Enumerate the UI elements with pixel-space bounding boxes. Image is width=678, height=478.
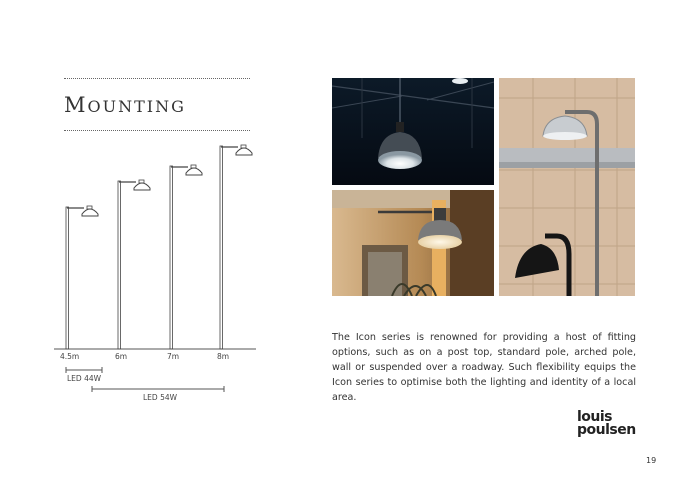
photo-suspended-lamp	[332, 78, 494, 185]
section-title	[64, 93, 186, 117]
pole-4-5m	[66, 206, 98, 349]
wall-lamp-illustration	[332, 190, 494, 296]
height-label-6m: 6m	[115, 352, 128, 361]
range-bar-54w	[92, 386, 224, 392]
pole-8m	[220, 145, 252, 349]
divider-bottom	[64, 130, 250, 131]
title-initial: M	[64, 93, 88, 117]
brand-line-1: louis	[577, 409, 613, 425]
mounting-height-diagram	[50, 140, 260, 410]
title-rest: OUNTING	[87, 97, 186, 116]
post-lamp-illustration	[499, 78, 635, 296]
brand-line-2: poulsen	[577, 422, 636, 438]
range-bar-44w	[66, 367, 102, 373]
range-label-54w: LED 54W	[143, 393, 178, 402]
page-number: 19	[646, 456, 657, 465]
description-text: The Icon series is renowned for providing a host of fitting options, such as on a post top, standard pole, arched pole, wall or suspended over a roadway. Such flexibility equips the Icon series to optimise both the lighting and identity of a local area.	[332, 331, 636, 403]
divider-top	[64, 78, 250, 79]
height-label-8m: 8m	[217, 352, 230, 361]
pole-6m	[118, 180, 150, 349]
height-label-4-5m: 4.5m	[60, 352, 80, 361]
height-label-7m: 7m	[167, 352, 180, 361]
range-label-44w: LED 44W	[67, 374, 102, 383]
suspended-lamp-illustration	[332, 78, 494, 185]
photo-post-lamp	[499, 78, 635, 296]
photo-wall-lamp	[332, 190, 494, 296]
brand-logo	[577, 411, 636, 437]
pole-7m	[170, 165, 202, 349]
